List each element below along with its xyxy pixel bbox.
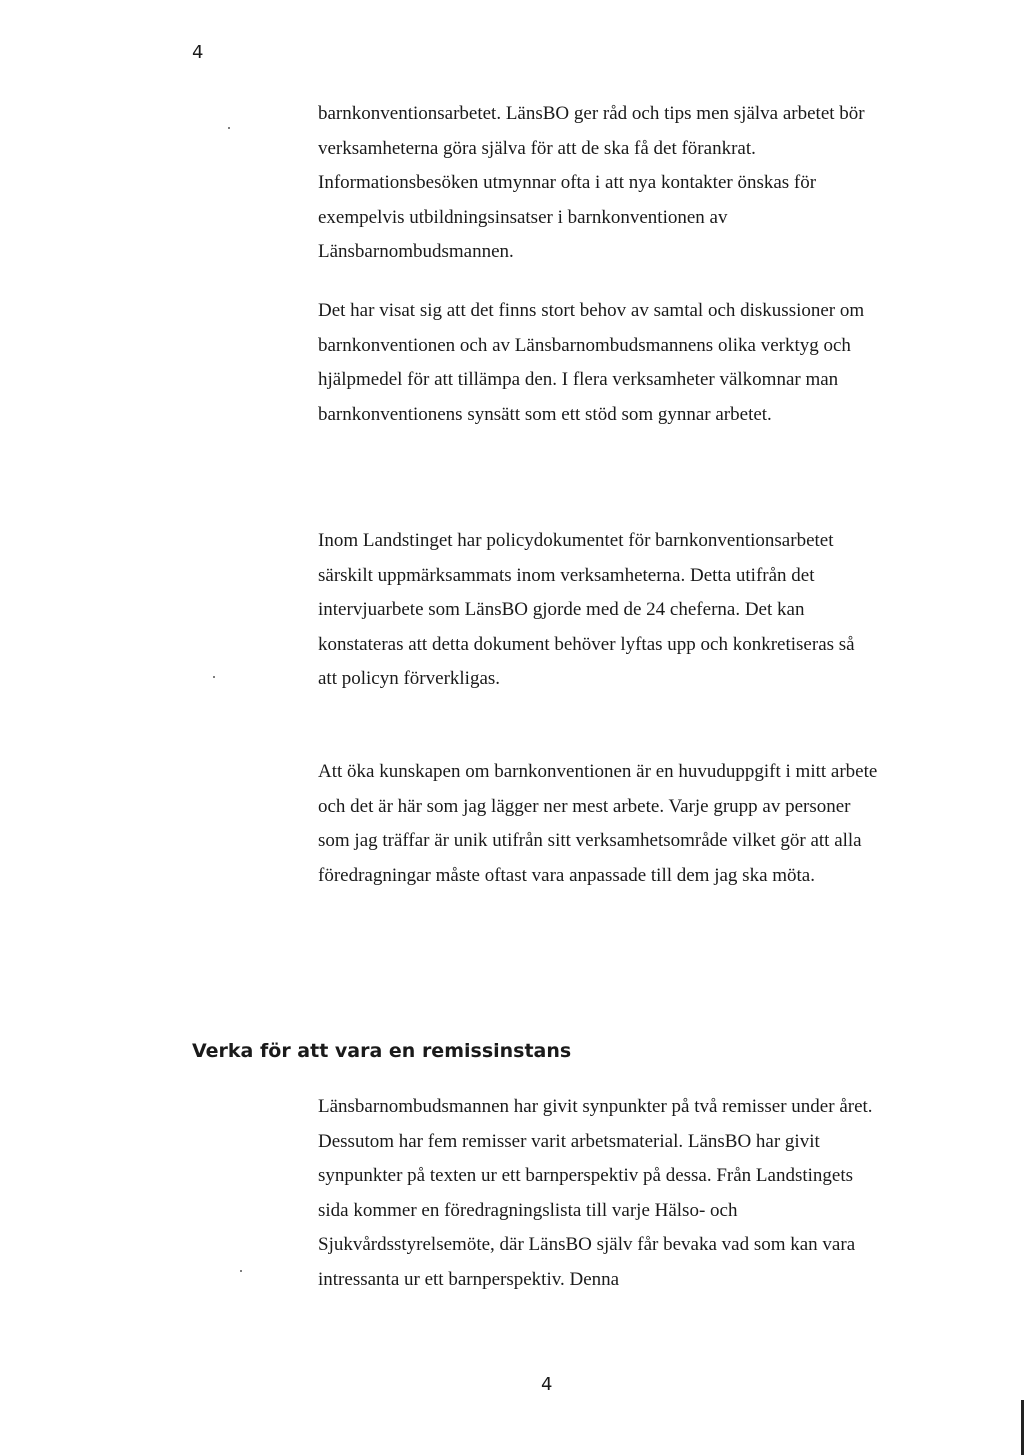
page-number-top: 4 bbox=[192, 42, 204, 63]
section-heading: Verka för att vara en remissinstans bbox=[192, 1040, 572, 1062]
paragraph-4: Att öka kunskapen om barnkonventionen är en huvuduppgift i mitt arbete och det är här som jag lägger ner mest arbete. Varje grupp av personer som jag träffar är unik utifrån sitt verksamhetsområde vilket gör att alla föredragningar måste oftast vara anpassade till dem jag ska möta. bbox=[318, 761, 878, 886]
page-number-bottom: 4 bbox=[541, 1374, 553, 1395]
paragraph-3: Inom Landstinget har policydokumentet för barnkonventionsarbetet särskilt uppmärksammats inom verksamheterna. Detta utifrån det intervjuarbete som LänsBO gjorde med de 24 cheferna. Det kan konstateras att detta dokument behöver lyftas upp och konkretiseras så att policyn förverkligas. bbox=[318, 530, 855, 689]
section-paragraph: Länsbarnombudsmannen har givit synpunkter på två remisser under året. Dessutom har fem remisser varit arbetsmaterial. LänsBO har givit synpunkter på texten ur ett barnperspektiv på dessa. Från Landstingets sida kommer en föredragningslista till varje Hälso- och Sjukvårdsstyrelsemöte, där LänsBO själv får bevaka vad som kan vara intressanta ur ett barnperspektiv. Denna bbox=[318, 1096, 873, 1290]
scan-speck bbox=[213, 676, 215, 678]
paragraph-2: Det har visat sig att det finns stort behov av samtal och diskussioner om barnkonventionen och av Länsbarnombudsmannens olika verktyg och hjälpmedel för att tillämpa den. I flera verksamheter välkomnar man barnkonventionens synsätt som ett stöd som gynnar arbetet. bbox=[318, 300, 865, 425]
scan-speck bbox=[240, 1270, 242, 1272]
paragraph-1: barnkonventionsarbetet. LänsBO ger råd och tips men själva arbetet bör verksamheterna göra själva för att de ska få det förankrat. Informationsbesöken utmynnar ofta i att nya kontakter önskas för exempelvis utbildningsinsatser i barnkonventionen av Länsbarnombudsmannen. bbox=[318, 103, 865, 262]
scan-speck bbox=[228, 127, 230, 129]
